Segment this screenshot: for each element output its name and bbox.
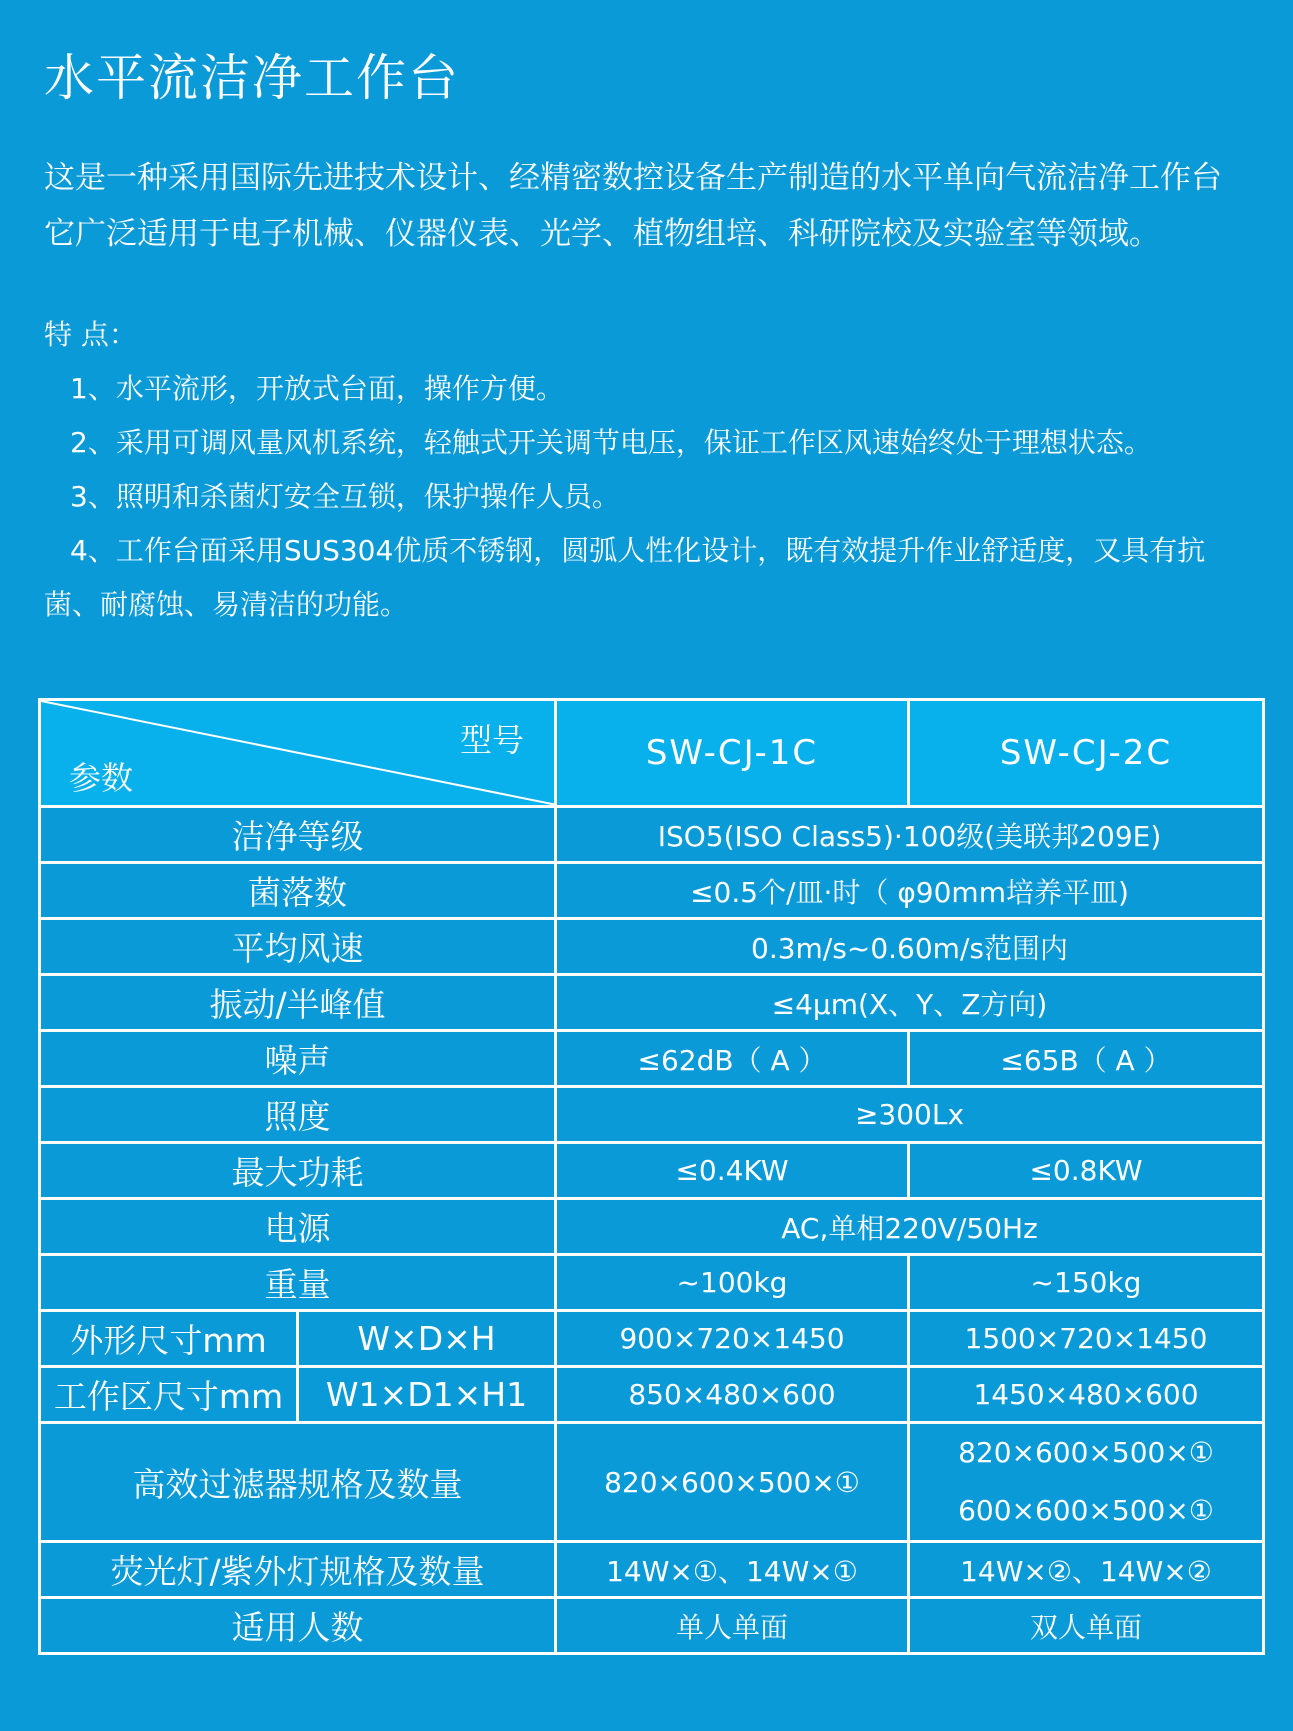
- row-label: 平均风速: [40, 919, 556, 975]
- row-value-model-1: 14W×①、14W×①: [556, 1542, 909, 1598]
- row-label: 照度: [40, 1087, 556, 1143]
- feature-item-4: 4、工作台面采用SUS304优质不锈钢，圆弧人性化设计，既有效提升作业舒适度，又具有抗: [70, 534, 1206, 567]
- intro-paragraph: [44, 150, 1284, 262]
- table-row: [40, 1031, 1264, 1087]
- model-2-header: SW-CJ-2C: [909, 700, 1264, 807]
- header-diagonal-cell: [40, 700, 556, 807]
- row-label: 高效过滤器规格及数量: [40, 1423, 556, 1542]
- table-row: [40, 807, 1264, 863]
- row-label: 洁净等级: [40, 807, 556, 863]
- row-label: 工作区尺寸mm: [40, 1367, 298, 1423]
- table-row: [40, 1423, 1264, 1542]
- row-value-model-1: 单人单面: [556, 1598, 909, 1654]
- page-title: 水平流洁净工作台: [44, 49, 460, 107]
- row-value: 0.3m/s~0.60m/s范围内: [556, 919, 1264, 975]
- row-value-model-1: ≤62dB（ A ）: [556, 1031, 909, 1087]
- row-value-model-1: ~100kg: [556, 1255, 909, 1311]
- row-value: ≤4μm(X、Y、Z方向): [556, 975, 1264, 1031]
- table-row: [40, 975, 1264, 1031]
- spec-table: [38, 698, 1265, 1655]
- row-sublabel: W×D×H: [298, 1311, 556, 1367]
- table-row: [40, 1367, 1264, 1423]
- row-sublabel: W1×D1×H1: [298, 1367, 556, 1423]
- features-heading: 特 点：: [44, 318, 137, 351]
- table-row: [40, 863, 1264, 919]
- row-value-model-2: ~150kg: [909, 1255, 1264, 1311]
- row-label: 重量: [40, 1255, 556, 1311]
- row-value-model-1: ≤0.4KW: [556, 1143, 909, 1199]
- row-value: ISO5(ISO Class5)·100级(美联邦209E): [556, 807, 1264, 863]
- table-header-row: [40, 700, 1264, 807]
- table-row: [40, 1255, 1264, 1311]
- row-value: ≤0.5个/皿·时（ φ90mm培养平皿): [556, 863, 1264, 919]
- row-value-model-2: ≤65B（ A ）: [909, 1031, 1264, 1087]
- row-value-model-2: 1450×480×600: [909, 1367, 1264, 1423]
- filter-spec-a: 820×600×500×①: [958, 1436, 1214, 1469]
- row-value-model-2: 双人单面: [909, 1598, 1264, 1654]
- row-label: 外形尺寸mm: [40, 1311, 298, 1367]
- intro-line-2: 它广泛适用于电子机械、仪器仪表、光学、植物组培、科研院校及实验室等领域。: [44, 216, 1160, 252]
- row-label: 菌落数: [40, 863, 556, 919]
- table-row: [40, 919, 1264, 975]
- table-row: [40, 1199, 1264, 1255]
- feature-item-2: 2、采用可调风量风机系统，轻触式开关调节电压，保证工作区风速始终处于理想状态。: [70, 426, 1152, 459]
- row-value-model-2: ≤0.8KW: [909, 1143, 1264, 1199]
- feature-item-3: 3、照明和杀菌灯安全互锁，保护操作人员。: [70, 480, 620, 513]
- filter-spec-b: 600×600×500×①: [958, 1494, 1214, 1527]
- row-value: AC,单相220V/50Hz: [556, 1199, 1264, 1255]
- table-row: [40, 1311, 1264, 1367]
- row-value-model-1: 900×720×1450: [556, 1311, 909, 1367]
- row-label: 适用人数: [40, 1598, 556, 1654]
- feature-item-1: 1、水平流形，开放式台面，操作方便。: [70, 372, 564, 405]
- row-value-model-2: 1500×720×1450: [909, 1311, 1264, 1367]
- row-value-model-2: [909, 1423, 1264, 1542]
- table-row: [40, 1542, 1264, 1598]
- features-section: [44, 308, 1254, 632]
- row-label: 荧光灯/紫外灯规格及数量: [40, 1542, 556, 1598]
- table-row: [40, 1143, 1264, 1199]
- row-label: 最大功耗: [40, 1143, 556, 1199]
- row-label: 振动/半峰值: [40, 975, 556, 1031]
- param-label: 参数: [69, 759, 134, 797]
- table-row: [40, 1087, 1264, 1143]
- row-value-model-1: 850×480×600: [556, 1367, 909, 1423]
- model-label: 型号: [459, 721, 524, 759]
- table-row: [40, 1598, 1264, 1654]
- row-label: 噪声: [40, 1031, 556, 1087]
- row-value-model-2: 14W×②、14W×②: [909, 1542, 1264, 1598]
- row-value-model-1: 820×600×500×①: [556, 1423, 909, 1542]
- feature-item-4-cont: 菌、耐腐蚀、易清洁的功能。: [44, 588, 409, 621]
- model-1-header: SW-CJ-1C: [556, 700, 909, 807]
- row-label: 电源: [40, 1199, 556, 1255]
- intro-line-1: 这是一种采用国际先进技术设计、经精密数控设备生产制造的水平单向气流洁净工作台: [44, 160, 1222, 196]
- row-value: ≥300Lx: [556, 1087, 1264, 1143]
